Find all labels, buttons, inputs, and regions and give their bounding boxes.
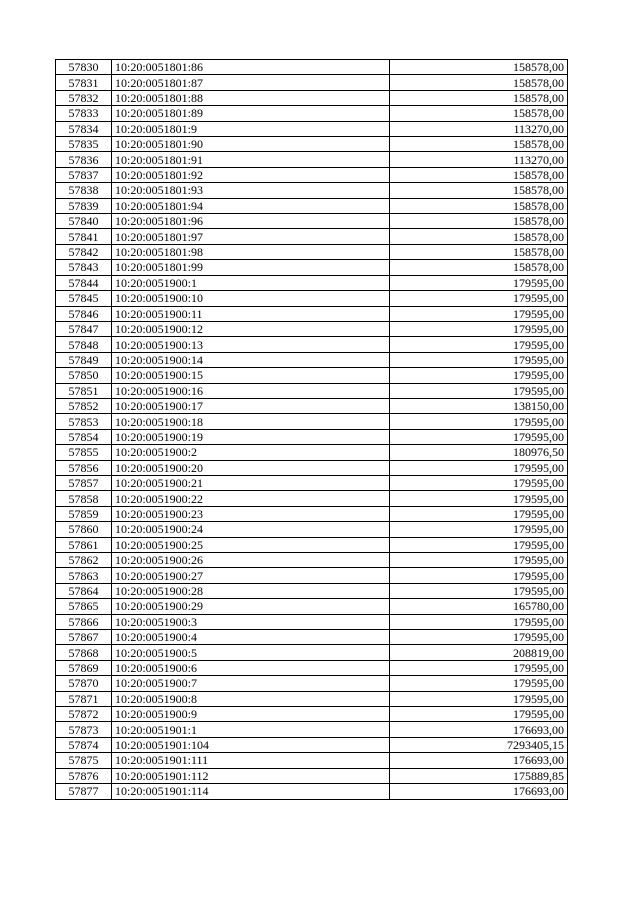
value-cell: 179595,00 [390, 306, 568, 321]
table-row [56, 337, 568, 352]
table-row [56, 167, 568, 182]
cadastral-number-cell: 10:20:0051900:1 [112, 275, 390, 290]
table-row [56, 537, 568, 552]
cadastral-number-cell: 10:20:0051801:87 [112, 75, 390, 90]
row-number-cell: 57870 [56, 676, 112, 691]
table-row [56, 306, 568, 321]
cadastral-number-cell: 10:20:0051801:86 [112, 60, 390, 75]
table-row [56, 583, 568, 598]
row-number-cell: 57845 [56, 291, 112, 306]
cadastral-number-cell: 10:20:0051801:98 [112, 244, 390, 259]
row-number-cell: 57853 [56, 414, 112, 429]
row-number-cell: 57848 [56, 337, 112, 352]
value-cell: 179595,00 [390, 660, 568, 675]
table-row [56, 291, 568, 306]
cadastral-number-cell: 10:20:0051900:23 [112, 506, 390, 521]
row-number-cell: 57860 [56, 522, 112, 537]
cadastral-number-cell: 10:20:0051801:88 [112, 90, 390, 105]
value-cell: 180976,50 [390, 445, 568, 460]
value-cell: 179595,00 [390, 491, 568, 506]
row-number-cell: 57842 [56, 244, 112, 259]
cadastral-number-cell: 10:20:0051900:22 [112, 491, 390, 506]
cadastral-number-cell: 10:20:0051801:90 [112, 137, 390, 152]
cadastral-number-cell: 10:20:0051901:114 [112, 784, 390, 799]
value-cell: 138150,00 [390, 398, 568, 413]
cadastral-number-cell: 10:20:0051801:91 [112, 152, 390, 167]
table-row [56, 768, 568, 783]
table-row [56, 60, 568, 75]
table-row [56, 383, 568, 398]
cadastral-number-cell: 10:20:0051900:10 [112, 291, 390, 306]
row-number-cell: 57856 [56, 460, 112, 475]
value-cell: 179595,00 [390, 691, 568, 706]
row-number-cell: 57863 [56, 568, 112, 583]
value-cell: 158578,00 [390, 106, 568, 121]
value-cell: 158578,00 [390, 260, 568, 275]
table-row [56, 260, 568, 275]
cadastral-number-cell: 10:20:0051900:13 [112, 337, 390, 352]
table-row [56, 753, 568, 768]
table-row [56, 321, 568, 336]
row-number-cell: 57841 [56, 229, 112, 244]
table-row [56, 475, 568, 490]
cadastral-number-cell: 10:20:0051801:96 [112, 214, 390, 229]
row-number-cell: 57871 [56, 691, 112, 706]
value-cell: 179595,00 [390, 676, 568, 691]
value-cell: 158578,00 [390, 75, 568, 90]
cadastral-number-cell: 10:20:0051900:9 [112, 707, 390, 722]
cadastral-number-cell: 10:20:0051901:1 [112, 722, 390, 737]
value-cell: 179595,00 [390, 506, 568, 521]
table-row [56, 445, 568, 460]
cadastral-number-cell: 10:20:0051900:7 [112, 676, 390, 691]
row-number-cell: 57858 [56, 491, 112, 506]
table-row [56, 691, 568, 706]
row-number-cell: 57877 [56, 784, 112, 799]
table-row [56, 244, 568, 259]
row-number-cell: 57859 [56, 506, 112, 521]
table-row [56, 214, 568, 229]
value-cell: 179595,00 [390, 568, 568, 583]
table-row [56, 491, 568, 506]
value-cell: 176693,00 [390, 784, 568, 799]
table-row [56, 137, 568, 152]
table-row [56, 275, 568, 290]
value-cell: 179595,00 [390, 352, 568, 367]
value-cell: 158578,00 [390, 60, 568, 75]
table-row [56, 75, 568, 90]
row-number-cell: 57847 [56, 321, 112, 336]
value-cell: 7293405,15 [390, 737, 568, 752]
cadastral-number-cell: 10:20:0051900:27 [112, 568, 390, 583]
value-cell: 179595,00 [390, 522, 568, 537]
row-number-cell: 57857 [56, 475, 112, 490]
row-number-cell: 57831 [56, 75, 112, 90]
value-cell: 179595,00 [390, 630, 568, 645]
table-row [56, 121, 568, 136]
table-row [56, 707, 568, 722]
value-cell: 176693,00 [390, 753, 568, 768]
cadastral-number-cell: 10:20:0051900:5 [112, 645, 390, 660]
table-row [56, 722, 568, 737]
cadastral-number-cell: 10:20:0051801:97 [112, 229, 390, 244]
cadastral-number-cell: 10:20:0051900:8 [112, 691, 390, 706]
value-cell: 179595,00 [390, 707, 568, 722]
cadastral-number-cell: 10:20:0051801:89 [112, 106, 390, 121]
value-cell: 158578,00 [390, 167, 568, 182]
value-cell: 176693,00 [390, 722, 568, 737]
row-number-cell: 57861 [56, 537, 112, 552]
cadastral-number-cell: 10:20:0051900:2 [112, 445, 390, 460]
value-cell: 179595,00 [390, 383, 568, 398]
row-number-cell: 57867 [56, 630, 112, 645]
row-number-cell: 57836 [56, 152, 112, 167]
row-number-cell: 57843 [56, 260, 112, 275]
cadastral-number-cell: 10:20:0051900:15 [112, 368, 390, 383]
row-number-cell: 57854 [56, 429, 112, 444]
table-row [56, 152, 568, 167]
value-cell: 179595,00 [390, 537, 568, 552]
cadastral-number-cell: 10:20:0051900:18 [112, 414, 390, 429]
row-number-cell: 57864 [56, 583, 112, 598]
value-cell: 158578,00 [390, 229, 568, 244]
table-row [56, 106, 568, 121]
cadastral-value-table [55, 59, 568, 800]
table-row [56, 198, 568, 213]
cadastral-number-cell: 10:20:0051900:12 [112, 321, 390, 336]
table-row [56, 784, 568, 799]
table-row [56, 352, 568, 367]
cadastral-number-cell: 10:20:0051900:25 [112, 537, 390, 552]
row-number-cell: 57872 [56, 707, 112, 722]
row-number-cell: 57834 [56, 121, 112, 136]
table-row [56, 506, 568, 521]
value-cell: 158578,00 [390, 198, 568, 213]
cadastral-number-cell: 10:20:0051900:4 [112, 630, 390, 645]
cadastral-number-cell: 10:20:0051900:16 [112, 383, 390, 398]
value-cell: 158578,00 [390, 244, 568, 259]
row-number-cell: 57832 [56, 90, 112, 105]
value-cell: 113270,00 [390, 121, 568, 136]
table-row [56, 398, 568, 413]
cadastral-number-cell: 10:20:0051900:6 [112, 660, 390, 675]
cadastral-number-cell: 10:20:0051900:17 [112, 398, 390, 413]
row-number-cell: 57838 [56, 183, 112, 198]
row-number-cell: 57837 [56, 167, 112, 182]
row-number-cell: 57865 [56, 599, 112, 614]
cadastral-number-cell: 10:20:0051801:9 [112, 121, 390, 136]
value-cell: 179595,00 [390, 321, 568, 336]
cadastral-number-cell: 10:20:0051801:94 [112, 198, 390, 213]
value-cell: 179595,00 [390, 553, 568, 568]
row-number-cell: 57835 [56, 137, 112, 152]
table-row [56, 90, 568, 105]
table-row [56, 645, 568, 660]
row-number-cell: 57852 [56, 398, 112, 413]
row-number-cell: 57849 [56, 352, 112, 367]
table-row [56, 660, 568, 675]
table-row [56, 553, 568, 568]
cadastral-number-cell: 10:20:0051801:93 [112, 183, 390, 198]
row-number-cell: 57833 [56, 106, 112, 121]
row-number-cell: 57840 [56, 214, 112, 229]
value-cell: 113270,00 [390, 152, 568, 167]
value-cell: 179595,00 [390, 583, 568, 598]
table-row [56, 630, 568, 645]
row-number-cell: 57876 [56, 768, 112, 783]
table-body [56, 60, 568, 800]
row-number-cell: 57875 [56, 753, 112, 768]
row-number-cell: 57830 [56, 60, 112, 75]
cadastral-number-cell: 10:20:0051900:14 [112, 352, 390, 367]
value-cell: 158578,00 [390, 214, 568, 229]
row-number-cell: 57873 [56, 722, 112, 737]
row-number-cell: 57862 [56, 553, 112, 568]
value-cell: 158578,00 [390, 90, 568, 105]
cadastral-number-cell: 10:20:0051900:3 [112, 614, 390, 629]
value-cell: 179595,00 [390, 414, 568, 429]
cadastral-number-cell: 10:20:0051900:24 [112, 522, 390, 537]
row-number-cell: 57846 [56, 306, 112, 321]
row-number-cell: 57866 [56, 614, 112, 629]
cadastral-number-cell: 10:20:0051901:104 [112, 737, 390, 752]
value-cell: 175889,85 [390, 768, 568, 783]
value-cell: 179595,00 [390, 614, 568, 629]
row-number-cell: 57850 [56, 368, 112, 383]
row-number-cell: 57874 [56, 737, 112, 752]
value-cell: 179595,00 [390, 337, 568, 352]
cadastral-number-cell: 10:20:0051801:92 [112, 167, 390, 182]
table-row [56, 522, 568, 537]
value-cell: 158578,00 [390, 183, 568, 198]
value-cell: 179595,00 [390, 291, 568, 306]
table-row [56, 460, 568, 475]
table-row [56, 183, 568, 198]
cadastral-number-cell: 10:20:0051900:26 [112, 553, 390, 568]
cadastral-number-cell: 10:20:0051900:29 [112, 599, 390, 614]
row-number-cell: 57869 [56, 660, 112, 675]
row-number-cell: 57851 [56, 383, 112, 398]
table-row [56, 429, 568, 444]
row-number-cell: 57868 [56, 645, 112, 660]
table-row [56, 368, 568, 383]
table-row [56, 229, 568, 244]
value-cell: 208819,00 [390, 645, 568, 660]
value-cell: 179595,00 [390, 429, 568, 444]
table-row [56, 568, 568, 583]
cadastral-number-cell: 10:20:0051900:19 [112, 429, 390, 444]
value-cell: 179595,00 [390, 475, 568, 490]
cadastral-number-cell: 10:20:0051900:21 [112, 475, 390, 490]
cadastral-number-cell: 10:20:0051900:20 [112, 460, 390, 475]
table-row [56, 414, 568, 429]
cadastral-number-cell: 10:20:0051901:111 [112, 753, 390, 768]
row-number-cell: 57839 [56, 198, 112, 213]
row-number-cell: 57855 [56, 445, 112, 460]
value-cell: 165780,00 [390, 599, 568, 614]
cadastral-number-cell: 10:20:0051801:99 [112, 260, 390, 275]
table-row [56, 676, 568, 691]
cadastral-number-cell: 10:20:0051901:112 [112, 768, 390, 783]
value-cell: 179595,00 [390, 368, 568, 383]
table-row [56, 737, 568, 752]
value-cell: 158578,00 [390, 137, 568, 152]
cadastral-number-cell: 10:20:0051900:28 [112, 583, 390, 598]
cadastral-number-cell: 10:20:0051900:11 [112, 306, 390, 321]
table-row [56, 599, 568, 614]
value-cell: 179595,00 [390, 275, 568, 290]
value-cell: 179595,00 [390, 460, 568, 475]
table-row [56, 614, 568, 629]
row-number-cell: 57844 [56, 275, 112, 290]
